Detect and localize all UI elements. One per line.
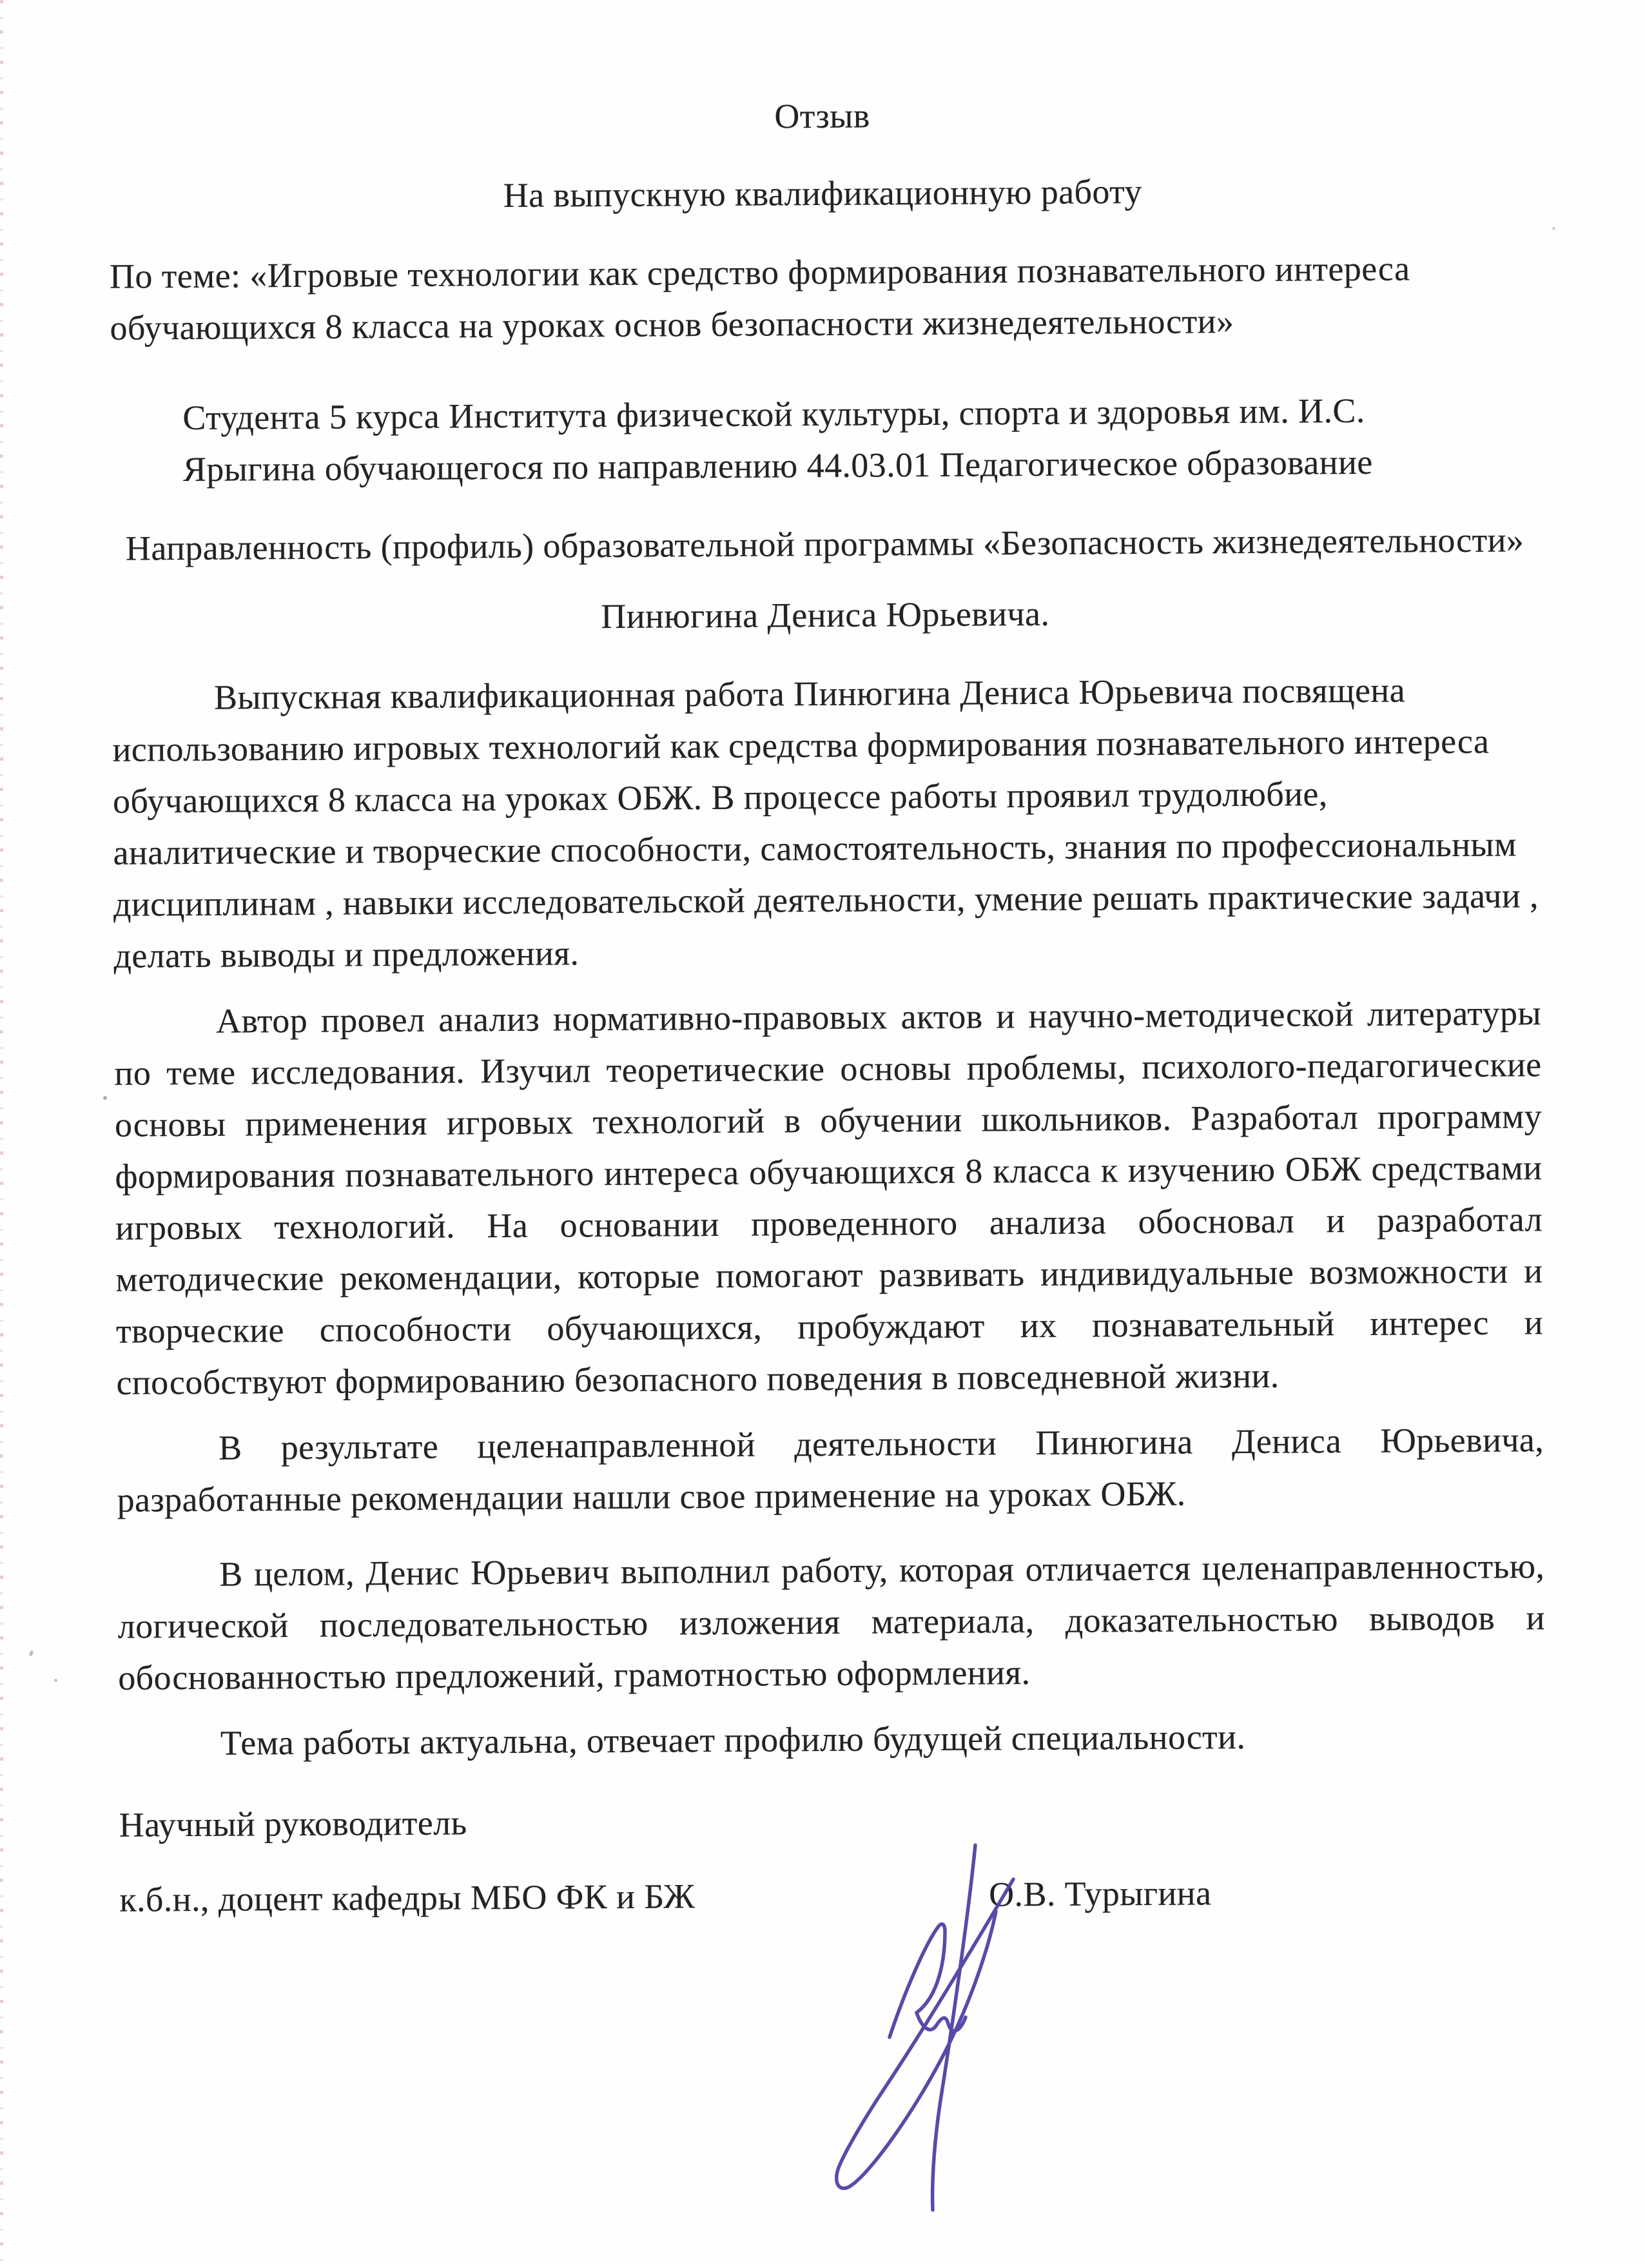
scan-speck <box>103 1096 107 1100</box>
supervisor-credentials: к.б.н., доцент кафедры МБО ФК и БЖ <box>119 1877 696 1919</box>
review-paragraph: Автор провел анализ нормативно-правовых актов и научно-методической литературы по теме исследования. Изучил теоретические основы проблемы, психолого-педагогические основы применения игровых технологий в обучении школьников. Разработал программу формирования познавательного интереса обучающихся 8 класса к изучению ОБЖ средствами игровых технологий. На основании проведенного анализа обосновал и разработал методические рекомендации, которые помогают развивать индивидуальные возможности и творческие способности обучающихся, пробуждают их познавательный интерес и способствуют формированию безопасного поведения в повседневной жизни. <box>114 993 1544 1402</box>
document-title: Отзыв <box>774 96 870 136</box>
student-name: Пинюгина Дениса Юрьевича. <box>601 594 1050 636</box>
scan-edge-artifact <box>0 0 3 2263</box>
review-paragraph: В результате целенаправленной деятельности Пинюгина Дениса Юрьевича, разработанные рекомендации нашли свое применение на уроках ОБЖ. <box>117 1420 1544 1520</box>
review-paragraph: Тема работы актуальна, отвечает профилю будущей специальности. <box>220 1717 1246 1763</box>
review-paragraph: Выпускная квалификационная работа Пинюгина Дениса Юрьевича посвящена использованию игровых технологий как средства формирования познавательного интереса обучающихся 8 класса на уроках ОБЖ. В процессе работы проявил трудолюбие, аналитические и творческие способности, самостоятельность, знания по профессиональным дисциплинам , навыки исследовательской деятельности, умение решать практические задачи , делать выводы и предложения. <box>112 670 1539 975</box>
program-info: Направленность (профиль) образовательной программы «Безопасность жизнедеятельности» <box>125 520 1524 568</box>
review-paragraph: В целом, Денис Юрьевич выполнил работу, которая отличается целенаправленностью, логической последовательностью изложения материала, доказательностью выводов и обоснованностью предложений, грамотностью оформления. <box>117 1547 1545 1697</box>
student-info: Студента 5 курса Института физической культуры, спорта и здоровья им. И.С. Ярыгина обучающегося по направлению 44.03.01 Педагогическое образование <box>182 391 1373 489</box>
scan-speck <box>1552 227 1555 230</box>
supervisor-role: Научный руководитель <box>119 1803 467 1844</box>
thesis-topic: По теме: «Игровые технологии как средство формирования познавательного интереса обучающихся 8 класса на уроках основ безопасности жизнедеятельности» <box>109 249 1410 347</box>
signer-name: О.В. Турыгина <box>988 1873 1212 1914</box>
document-subtitle: На выпускную квалификационную работу <box>503 171 1142 215</box>
scan-speck <box>54 1679 57 1682</box>
signoff-row <box>119 1865 1546 1926</box>
